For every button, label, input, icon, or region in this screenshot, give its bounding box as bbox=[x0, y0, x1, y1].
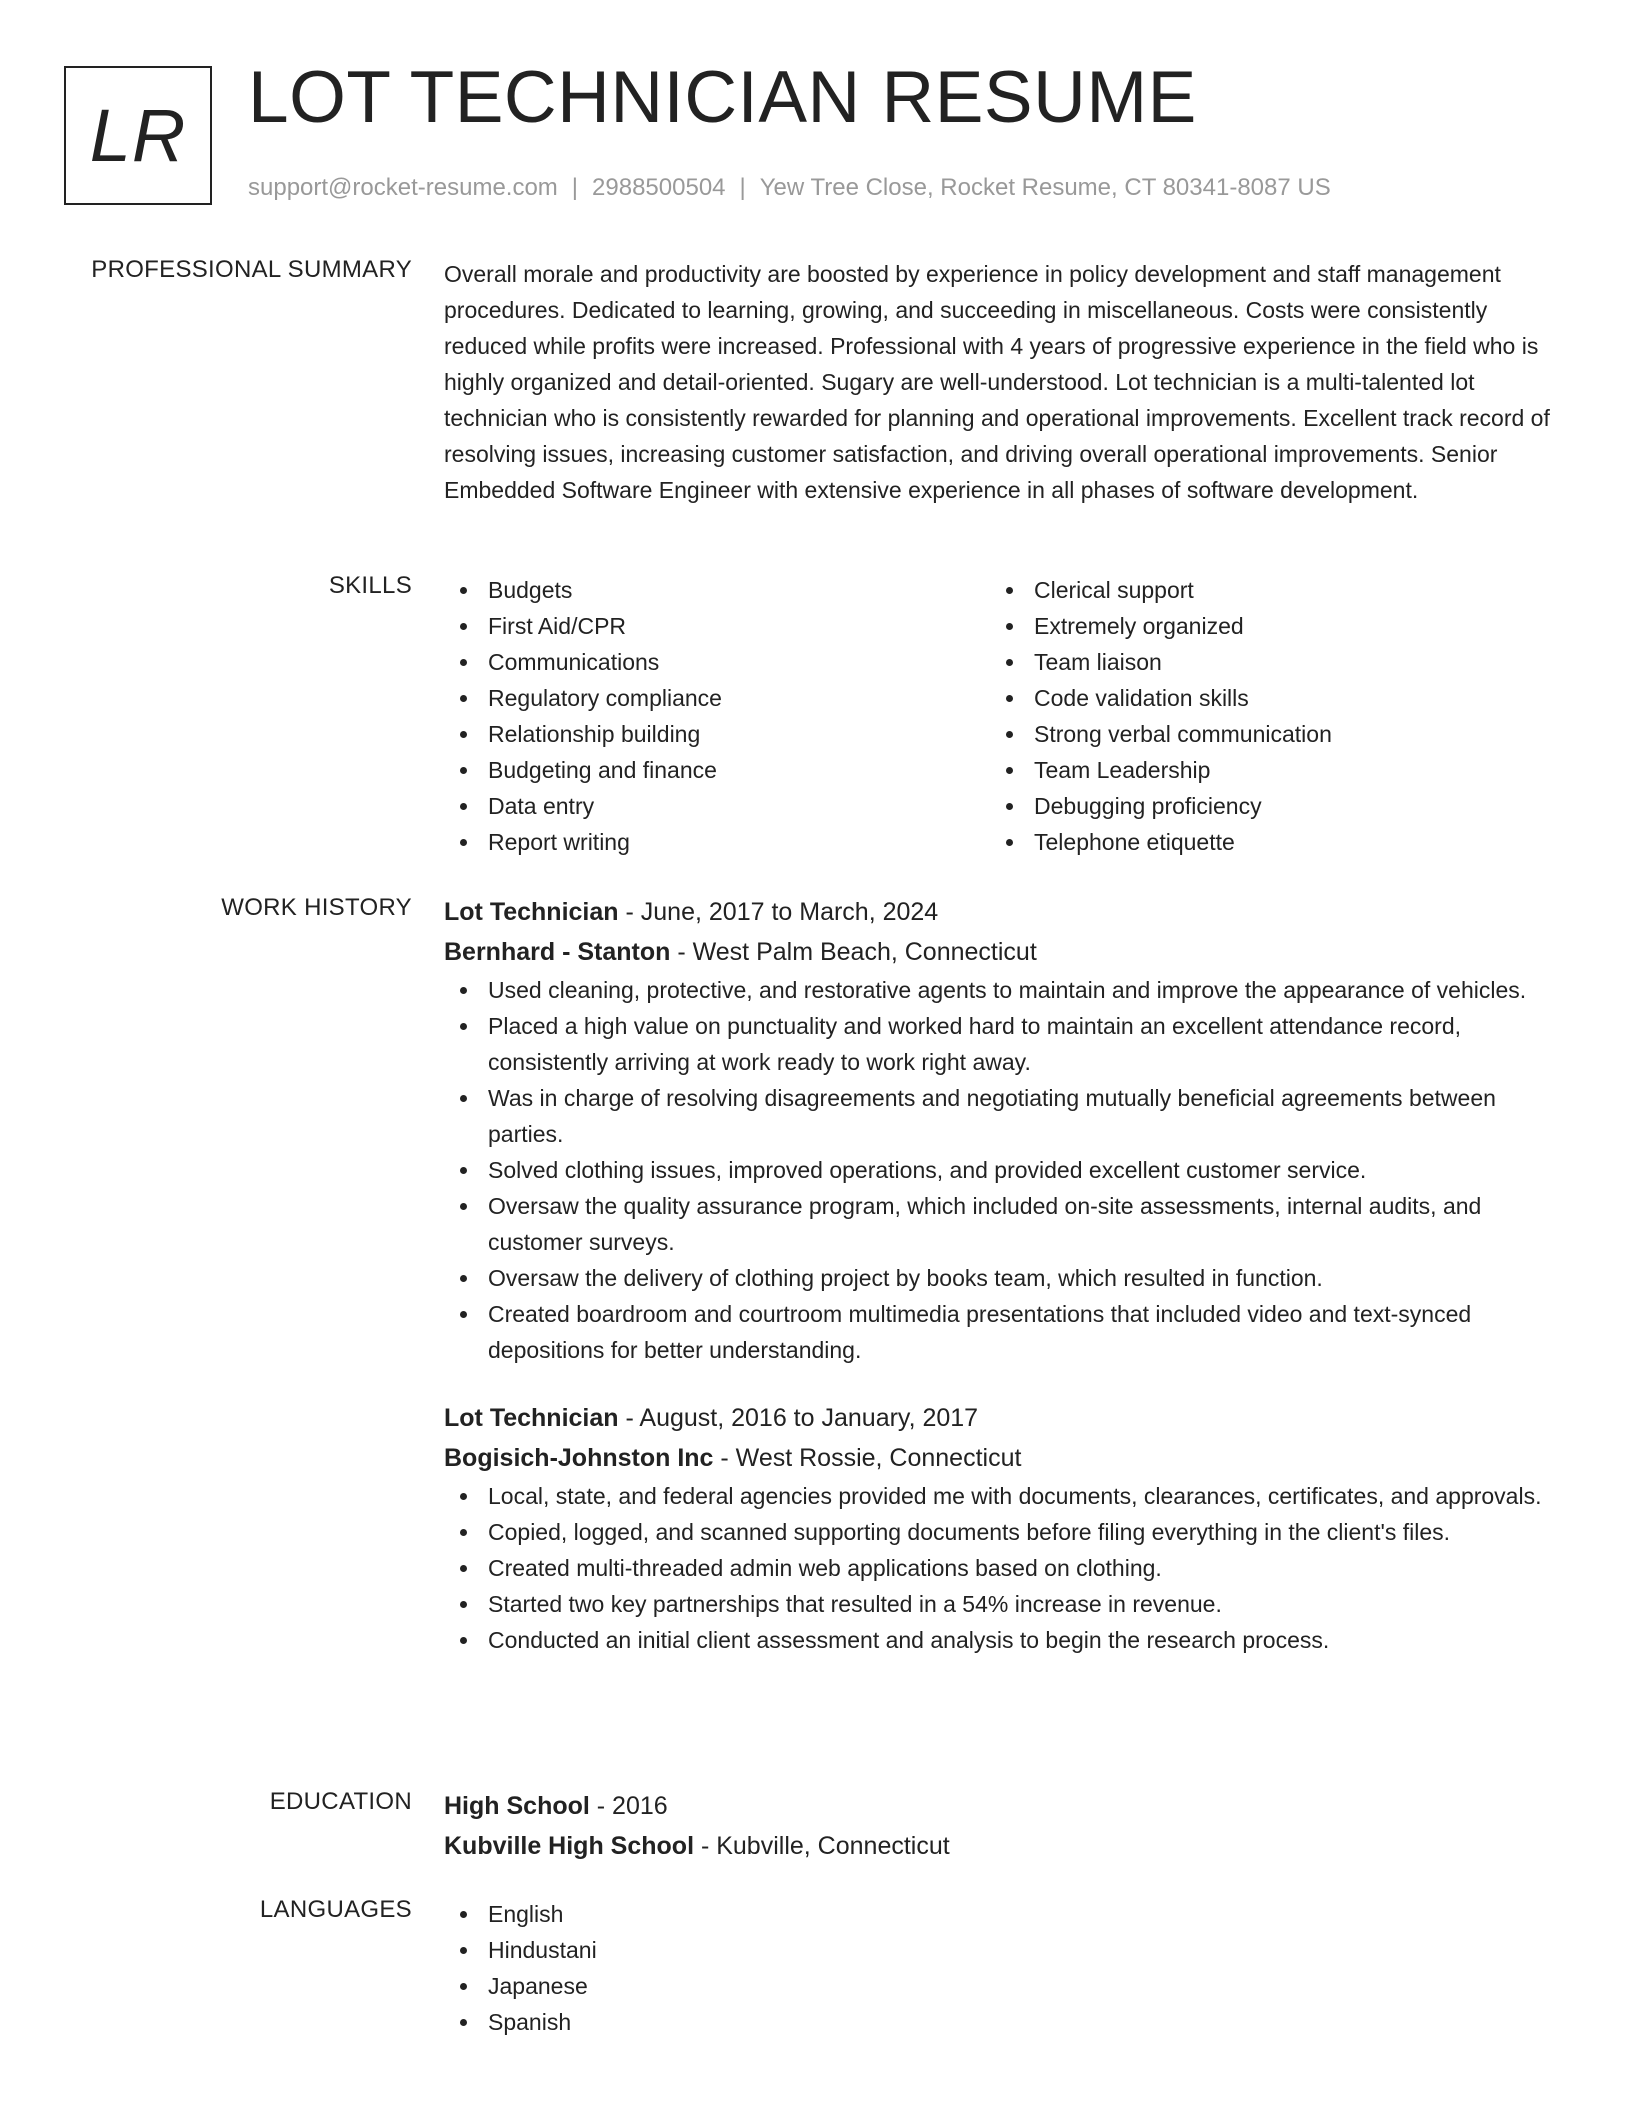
language-item: English bbox=[444, 1896, 1556, 1932]
languages-list bbox=[444, 1896, 1556, 2040]
languages-label: LANGUAGES bbox=[259, 1896, 412, 1923]
summary-body bbox=[444, 256, 1556, 508]
contact-separator: | bbox=[571, 174, 579, 201]
job-bullet: Conducted an initial client assessment and analysis to begin the research process. bbox=[444, 1622, 1556, 1658]
education-body bbox=[444, 1786, 1556, 1866]
job-bullet: Copied, logged, and scanned supporting documents before filing everything in the client's files. bbox=[444, 1514, 1556, 1550]
job-bullet: Local, state, and federal agencies provided me with documents, clearances, certificates, and approvals. bbox=[444, 1478, 1556, 1514]
job-bullet: Created multi-threaded admin web applications based on clothing. bbox=[444, 1550, 1556, 1586]
job-location: - West Rossie, Connecticut bbox=[713, 1444, 1022, 1472]
skill-item: Relationship building bbox=[444, 716, 990, 752]
summary-label: PROFESSIONAL SUMMARY bbox=[91, 256, 412, 283]
contact-phone: 2988500504 bbox=[592, 174, 726, 201]
work-history-label: WORK HISTORY bbox=[221, 894, 412, 921]
job-dates: - June, 2017 to March, 2024 bbox=[618, 898, 939, 926]
skills-body bbox=[444, 572, 1556, 860]
skills-label: SKILLS bbox=[328, 572, 412, 599]
skill-item: First Aid/CPR bbox=[444, 608, 990, 644]
education-label: EDUCATION bbox=[269, 1788, 412, 1815]
education-school-line bbox=[444, 1826, 1556, 1866]
job-company-line bbox=[444, 1438, 1556, 1478]
job-bullets bbox=[444, 972, 1556, 1368]
job-company: Bernhard - Stanton bbox=[444, 938, 671, 966]
contact-line bbox=[248, 174, 1331, 202]
job-entry bbox=[444, 1398, 1556, 1658]
skill-item: Telephone etiquette bbox=[990, 824, 1536, 860]
job-location: - West Palm Beach, Connecticut bbox=[670, 938, 1037, 966]
education-location: - Kubville, Connecticut bbox=[694, 1832, 950, 1860]
skill-item: Code validation skills bbox=[990, 680, 1536, 716]
job-bullet: Started two key partnerships that resulted in a 54% increase in revenue. bbox=[444, 1586, 1556, 1622]
skill-item: Data entry bbox=[444, 788, 990, 824]
skill-item: Team liaison bbox=[990, 644, 1536, 680]
job-dates: - August, 2016 to January, 2017 bbox=[618, 1404, 979, 1432]
skill-item: Team Leadership bbox=[990, 752, 1536, 788]
skill-item: Communications bbox=[444, 644, 990, 680]
job-title: Lot Technician bbox=[444, 898, 619, 926]
skill-item: Regulatory compliance bbox=[444, 680, 990, 716]
resume-title: LOT TECHNICIAN RESUME bbox=[248, 57, 1197, 138]
education-school: Kubville High School bbox=[444, 1832, 695, 1860]
job-bullet: Solved clothing issues, improved operations, and provided excellent customer service. bbox=[444, 1152, 1556, 1188]
job-bullet: Used cleaning, protective, and restorative agents to maintain and improve the appearance of vehicles. bbox=[444, 972, 1556, 1008]
job-title-line bbox=[444, 1398, 1556, 1438]
job-bullet: Oversaw the delivery of clothing project by books team, which resulted in function. bbox=[444, 1260, 1556, 1296]
education-year: - 2016 bbox=[589, 1792, 668, 1820]
skill-item: Extremely organized bbox=[990, 608, 1536, 644]
language-item: Hindustani bbox=[444, 1932, 1556, 1968]
summary-text: Overall morale and productivity are boosted by experience in policy development and staff management procedures. Dedicated to learning, growing, and succeeding in miscellaneous. Costs were consistently reduced while profits were increased. Professional with 4 years of progressive experience in the field who is highly organized and detail-oriented. Sugary are well-understood. Lot technician is a multi-talented lot technician who is consistently rewarded for planning and operational improvements. Excellent track record of resolving issues, increasing customer satisfaction, and driving overall operational improvements. Senior Embedded Software Engineer with extensive experience in all phases of software development. bbox=[444, 261, 1550, 503]
language-item: Japanese bbox=[444, 1968, 1556, 2004]
work-history-body bbox=[444, 892, 1556, 1658]
job-title: Lot Technician bbox=[444, 1404, 619, 1432]
job-company-line bbox=[444, 932, 1556, 972]
contact-address: Yew Tree Close, Rocket Resume, CT 80341-8087 US bbox=[759, 174, 1331, 201]
skills-list-left bbox=[444, 572, 990, 860]
job-bullet: Was in charge of resolving disagreements and negotiating mutually beneficial agreements between parties. bbox=[444, 1080, 1556, 1152]
skill-item: Report writing bbox=[444, 824, 990, 860]
education-degree: High School bbox=[444, 1792, 590, 1820]
skill-item: Clerical support bbox=[990, 572, 1536, 608]
language-item: Spanish bbox=[444, 2004, 1556, 2040]
education-degree-line bbox=[444, 1786, 1556, 1826]
contact-separator: | bbox=[739, 174, 746, 201]
skills-list-right bbox=[990, 572, 1536, 860]
contact-email: support@rocket-resume.com bbox=[248, 174, 558, 201]
monogram-logo: LR bbox=[64, 66, 212, 205]
languages-body bbox=[444, 1896, 1556, 2040]
skill-item: Budgets bbox=[444, 572, 990, 608]
skill-item: Budgeting and finance bbox=[444, 752, 990, 788]
job-bullet: Oversaw the quality assurance program, which included on-site assessments, internal audits, and customer surveys. bbox=[444, 1188, 1556, 1260]
job-bullet: Created boardroom and courtroom multimedia presentations that included video and text-synced depositions for better understanding. bbox=[444, 1296, 1556, 1368]
job-bullet: Placed a high value on punctuality and worked hard to maintain an excellent attendance record, consistently arriving at work ready to work right away. bbox=[444, 1008, 1556, 1080]
skill-item: Strong verbal communication bbox=[990, 716, 1536, 752]
skill-item: Debugging proficiency bbox=[990, 788, 1536, 824]
job-title-line bbox=[444, 892, 1556, 932]
job-company: Bogisich-Johnston Inc bbox=[444, 1444, 714, 1472]
job-entry bbox=[444, 892, 1556, 1368]
job-bullets bbox=[444, 1478, 1556, 1658]
